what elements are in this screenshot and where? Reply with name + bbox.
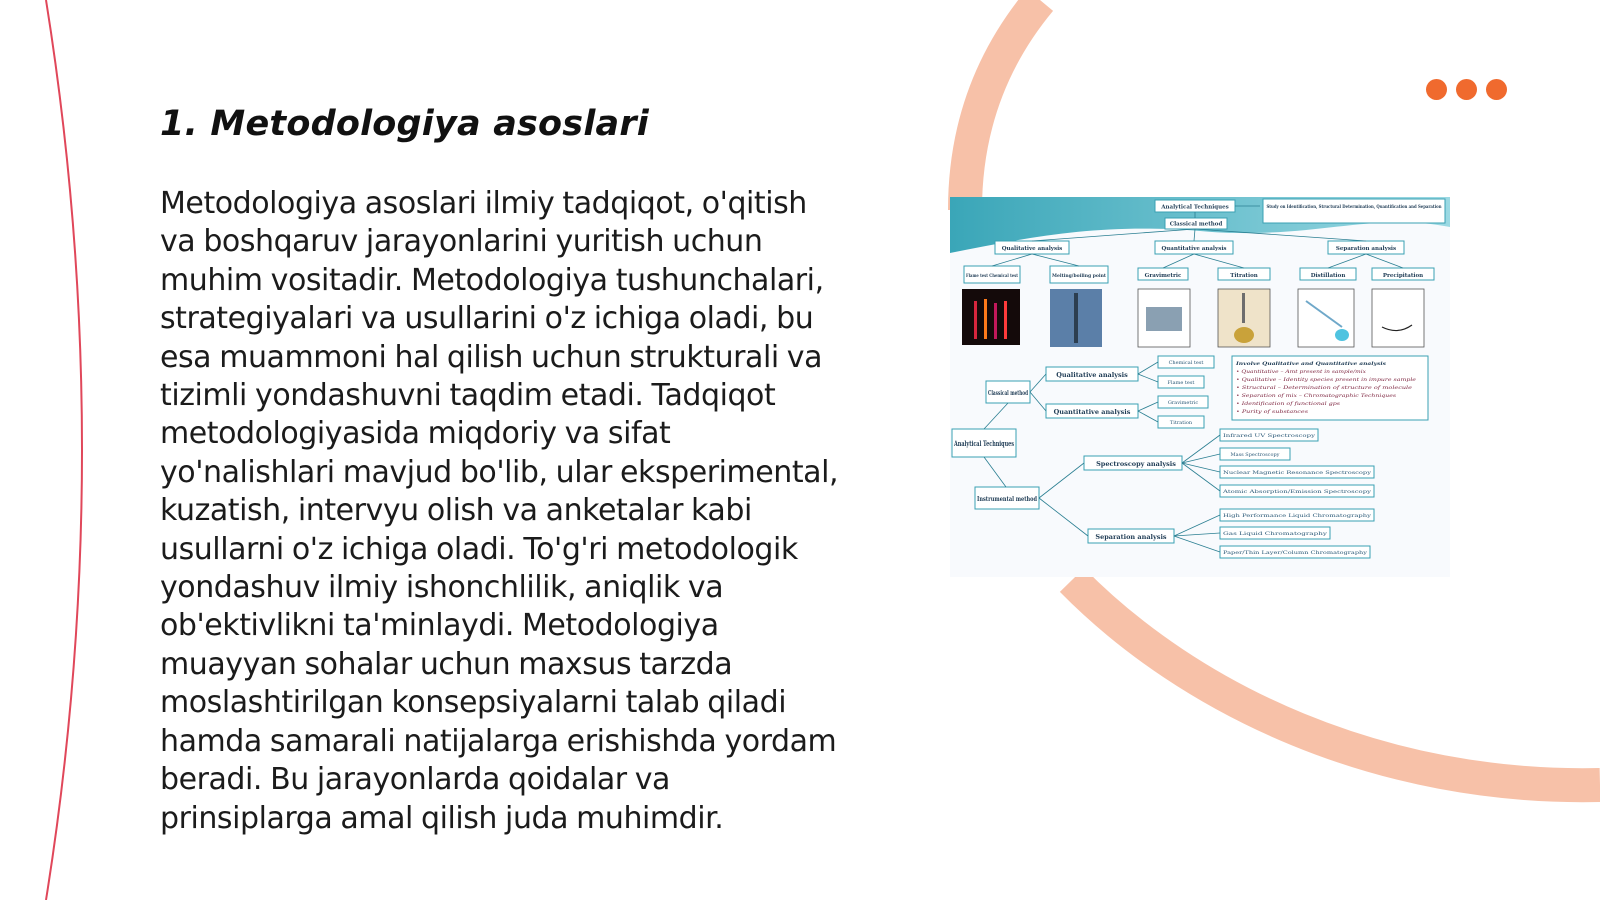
label-separation: Separation analysis (1095, 533, 1167, 541)
label-top-qualitative: Qualitative analysis (1001, 246, 1063, 252)
label-top-analytical: Analytical Techniques (1161, 204, 1229, 211)
label-quantitative: Quantitative analysis (1053, 408, 1131, 416)
note-line-3: • Qualitative – Identity species present in impure sample (1236, 377, 1417, 383)
orange-arc-bottom (1072, 580, 1600, 785)
label-flame-test: Flame test (1167, 380, 1195, 386)
left-curve-line (46, 0, 82, 900)
diagram-svg (950, 197, 1450, 577)
note-line-5: • Separation of mix – Chromatographic Techniques (1236, 393, 1397, 399)
label-analytical: Analytical Techniques (953, 439, 1014, 448)
note-line-7: • Purity of substances (1236, 409, 1309, 415)
label-top-classical: Classical method (1169, 221, 1223, 228)
label-top-gravimetric: Gravimetric (1144, 273, 1182, 279)
label-nmr: Nuclear Magnetic Resonance Spectroscopy (1223, 470, 1372, 476)
decorative-dots (1426, 79, 1507, 100)
label-top-melting: Melting/boiling point (1052, 274, 1106, 279)
label-paper: Paper/Thin Layer/Column Chromatography (1223, 550, 1368, 556)
label-top-separation: Separation analysis (1335, 246, 1397, 252)
dot-1 (1426, 79, 1447, 100)
label-ir-uv: Infrared UV Spectroscopy (1223, 433, 1316, 439)
label-glc: Gas Liquid Chromatography (1223, 531, 1328, 537)
slide-title: 1. Metodologiya asoslari (160, 104, 649, 144)
label-mass: Mass Spectroscopy (1230, 452, 1280, 458)
label-top-precipitation: Precipitation (1382, 273, 1424, 279)
label-top-distillation: Distillation (1310, 273, 1346, 279)
photo-precipitation (1372, 289, 1424, 347)
box-top-study (1263, 199, 1445, 223)
label-spectroscopy: Spectroscopy analysis (1096, 460, 1176, 468)
label-titration: Titration (1169, 420, 1193, 426)
label-top-titration: Titration (1230, 273, 1258, 279)
note-line-2: • Quantitative – Amt present in sample/mix (1236, 369, 1367, 375)
label-aas: Atomic Absorption/Emission Spectroscopy (1221, 489, 1372, 495)
dot-3 (1486, 79, 1507, 100)
note-line-6: • Identification of functional gps (1236, 401, 1341, 407)
photo-row (962, 289, 1424, 347)
label-classical: Classical method (988, 390, 1029, 397)
photo-flame-test (962, 289, 1020, 345)
label-top-study: Study on Identification, Structural Determination, Quantification and Separation (1266, 204, 1442, 210)
label-top-quantitative: Quantitative analysis (1161, 246, 1227, 252)
label-instrumental: Instrumental method (977, 496, 1038, 503)
label-gravimetric: Gravimetric (1167, 400, 1199, 406)
slide-body-text: Metodologiya asoslari ilmiy tadqiqot, o'qitish va boshqaruv jarayonlarini yuritish uchun muhim vositadir. Metodologiya tushunchalari, strategiyalari va usullarini o'z ichiga oladi, bu esa muammoni hal qilish uchun strukturali va tizimli yondashuvni taqdim etadi. Tadqiqot metodologiyasida miqdoriy va sifat yo'nalishlari mavjud bo'lib, ular eksperimental, kuzatish, intervyu olish va anketalar kabi usullarni o'z ichiga oladi. To'g'ri metodologik yondashuv ilmiy ishonchlilik, aniqlik va ob'ektivlikni ta'minlaydi. Metodologiya muayyan sohalar uchun maxsus tarzda moslashtirilgan konsepsiyalarni talab qiladi hamda samarali natijalarga erishishda yordam beradi. Bu jarayonlarda qoidalar va prinsiplarga amal qilish juda muhimdir. (160, 186, 839, 836)
label-hplc: High Performance Liquid Chromatography (1223, 513, 1372, 519)
label-qualitative: Qualitative analysis (1056, 371, 1128, 379)
dot-2 (1456, 79, 1477, 100)
orange-arc-top (965, 0, 1040, 210)
note-line-4: • Structural – Determination of structure of molecule (1236, 385, 1413, 391)
analytical-techniques-diagram (950, 197, 1450, 577)
label-top-flame: Flame test Chemical test (966, 274, 1029, 279)
label-chemical-test: Chemical test (1168, 360, 1204, 366)
note-line-1: Involve Qualitative and Quantitative analysis (1234, 361, 1387, 367)
